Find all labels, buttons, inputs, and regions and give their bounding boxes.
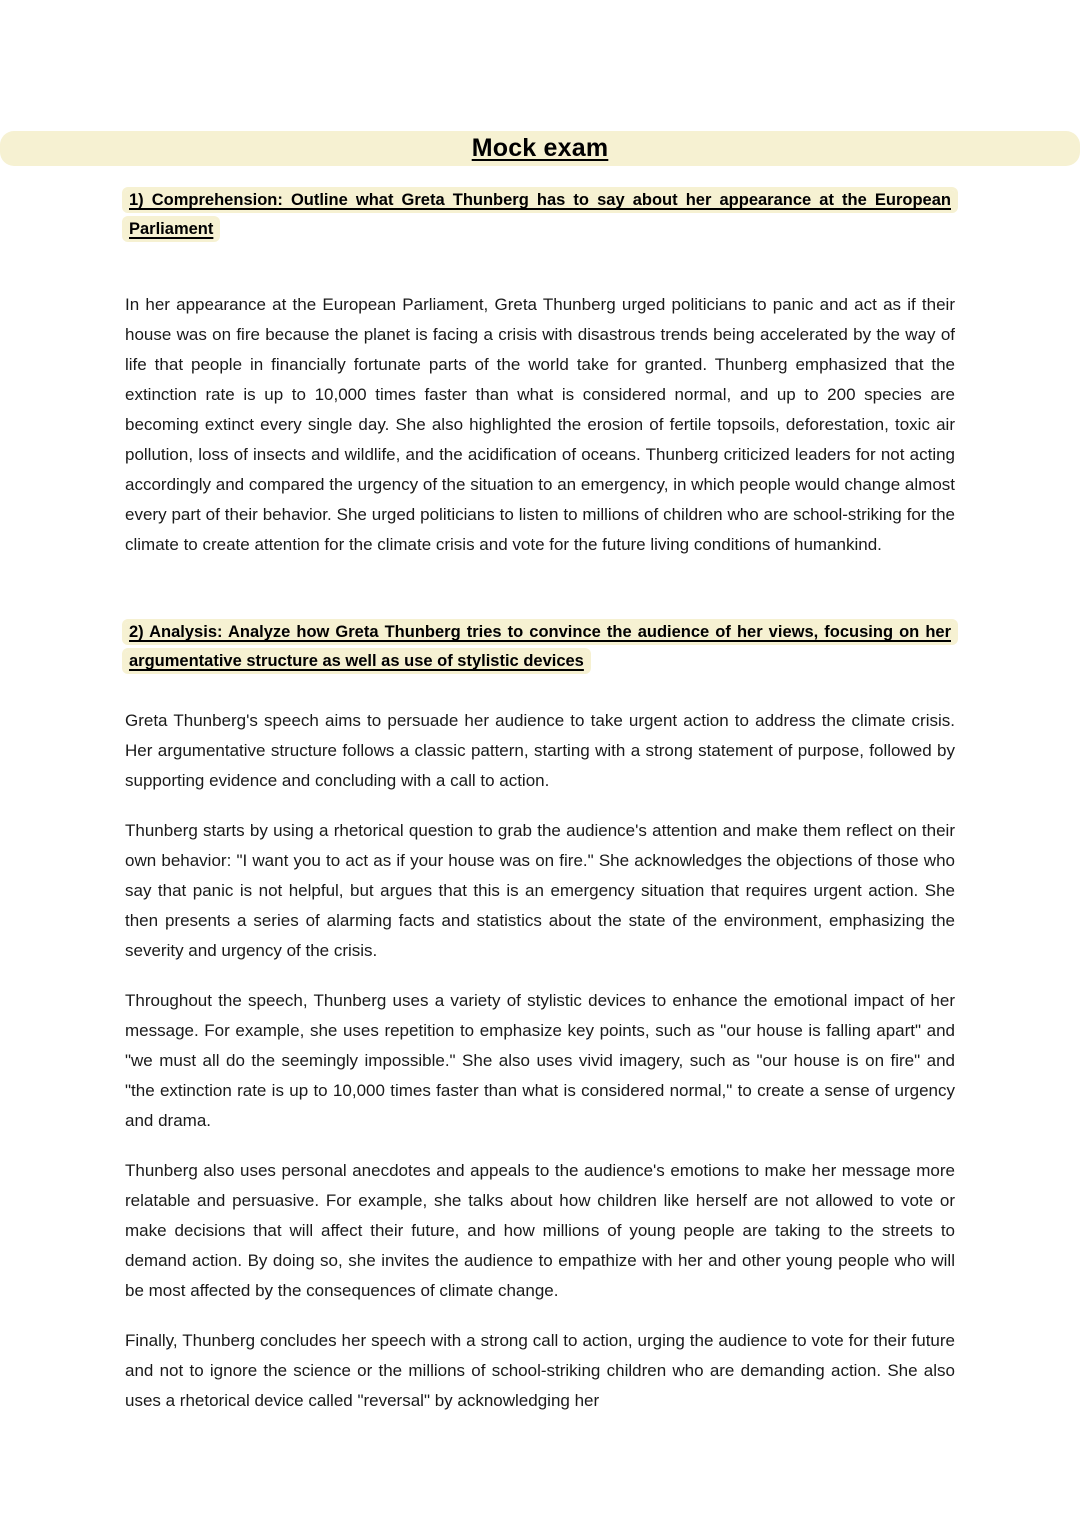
- section-2-paragraph-5: Finally, Thunberg concludes her speech with a strong call to action, urging the audience to vote for their future and not to ignore the science or the millions of school-striking children who are demanding action. She also uses a rhetorical device called "reversal" by acknowledging her: [125, 1331, 955, 1410]
- spacer: [125, 1136, 955, 1156]
- spacer: [125, 560, 955, 618]
- section-2-paragraph-3: Throughout the speech, Thunberg uses a variety of stylistic devices to enhance the emotional impact of her message. For example, she uses repetition to emphasize key points, such as "our house is falling apart" and "we must all do the seemingly impossible." She also uses vivid imagery, such as "our house is on fire" and "the extinction rate is up to 10,000 times faster than what is considered normal," to create a sense of urgency and drama.: [125, 991, 955, 1130]
- page-title: Mock exam: [471, 134, 609, 162]
- section-2-paragraph-2: Thunberg starts by using a rhetorical question to grab the audience's attention and make them reflect on their own behavior: "I want you to act as if your house was on fire." She acknowledges the objections of those who say that panic is not helpful, but argues that this is an emergency situation that requires urgent action. She then presents a series of alarming facts and statistics about the state of the environment, emphasizing the severity and urgency of the crisis.: [125, 821, 955, 960]
- document-title-banner: [0, 131, 1080, 166]
- document-body: [125, 186, 955, 1416]
- section-2-paragraph-4: Thunberg also uses personal anecdotes and appeals to the audience's emotions to make her message more relatable and persuasive. For example, she talks about how children like herself are not allowed to vote or make decisions that will affect their future, and how millions of young people are taking to the streets to demand action. By doing so, she invites the audience to empathize with her and other young people who will be most affected by the consequences of climate change.: [125, 1161, 955, 1300]
- spacer: [125, 244, 955, 290]
- spacer: [125, 1306, 955, 1326]
- section-heading-1-text: 1) Comprehension: Outline what Greta Thunberg has to say about her appearance at the European Parliament: [125, 190, 955, 239]
- spacer: [125, 966, 955, 986]
- section-2-paragraph-1: Greta Thunberg's speech aims to persuade her audience to take urgent action to address the climate crisis. Her argumentative structure follows a classic pattern, starting with a strong statement of purpose, followed by supporting evidence and concluding with a call to action.: [125, 711, 955, 790]
- spacer: [125, 796, 955, 816]
- section-1-paragraph-1: In her appearance at the European Parliament, Greta Thunberg urged politicians to panic and act as if their house was on fire because the planet is facing a crisis with disastrous trends being accelerated by the way of life that people in financially fortunate parts of the world take for granted. Thunberg emphasized that the extinction rate is up to 10,000 times faster than what is considered normal, and up to 200 species are becoming extinct every single day. She also highlighted the erosion of fertile topsoils, deforestation, toxic air pollution, loss of insects and wildlife, and the acidification of oceans. Thunberg criticized leaders for not acting accordingly and compared the urgency of the situation to an emergency, in which people would change almost every part of their behavior. She urged politicians to listen to millions of children who are school-striking for the climate to create attention for the climate crisis and vote for the future living conditions of humankind.: [125, 295, 955, 554]
- section-heading-2-text: 2) Analysis: Analyze how Greta Thunberg tries to convince the audience of her views, focusing on her argumentative structure as well as use of stylistic devices: [125, 622, 955, 671]
- spacer: [125, 676, 955, 706]
- section-heading-2: [125, 618, 955, 676]
- section-heading-1: [125, 186, 955, 244]
